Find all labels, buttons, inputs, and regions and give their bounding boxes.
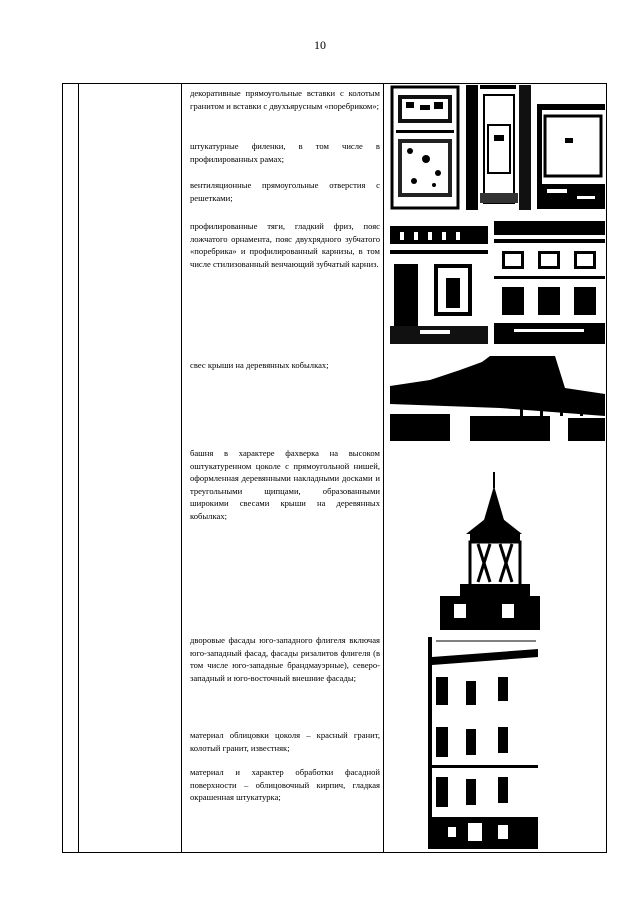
photo-granite-insert xyxy=(390,85,460,210)
description-table xyxy=(62,83,607,853)
row-text-granite-inserts: декоративные прямоугольные вставки с колотым гранитом и вставки с двухъярусным «поребриком»; xyxy=(190,88,380,111)
row-text-tower: башня в характере фахверка на высоком оштукатуренном цоколе с прямоугольной нишей, оформленная деревянными накладными досками и треугольными щипцами, образованными широкими свесами крыши на деревянных кобылках; xyxy=(190,448,380,521)
row-text-stucco-panels: штукатурные филенки, в том числе в профилированных рамах; xyxy=(190,141,380,164)
row-text-plinth-material: материал облицовки цоколя – красный гранит, колотый гранит, известняк; xyxy=(190,730,380,753)
photo-facade-cornice xyxy=(494,221,605,344)
column-divider-1 xyxy=(78,84,79,852)
photo-stucco-panel xyxy=(466,85,531,210)
photo-cornice-window xyxy=(390,226,488,344)
row-text-courtyard-facades: дворовые фасады юго-западного флигеля включая юго-западный фасад, фасады ризалитов флигеля (в том числе юго-западные брандмауэрные), северо-западный и юго-восточный внешние фасады; xyxy=(190,635,380,683)
photo-tower xyxy=(430,472,540,630)
column-divider-3 xyxy=(383,84,384,852)
photo-roof-overhang xyxy=(390,356,605,441)
row-text-ventilation: вентиляционные прямоугольные отверстия с решетками; xyxy=(190,180,380,203)
column-divider-2 xyxy=(181,84,182,852)
row-text-facade-finish: материал и характер обработки фасадной поверхности – облицовочный кирпич, гладкая окрашенная штукатурка; xyxy=(190,767,380,802)
photo-ventilation-opening xyxy=(537,104,605,209)
photo-courtyard-facade xyxy=(428,637,538,849)
row-text-roof-overhang: свес крыши на деревянных кобылках; xyxy=(190,360,329,370)
page-number: 10 xyxy=(314,38,326,52)
row-text-cornices: профилированные тяги, гладкий фриз, пояс ложчатого орнамента, пояс двухрядного зубчатого «поребрика» и профилированный карнизы, в том числе стилизованный венчающий зубчатый карниз. xyxy=(190,221,380,269)
